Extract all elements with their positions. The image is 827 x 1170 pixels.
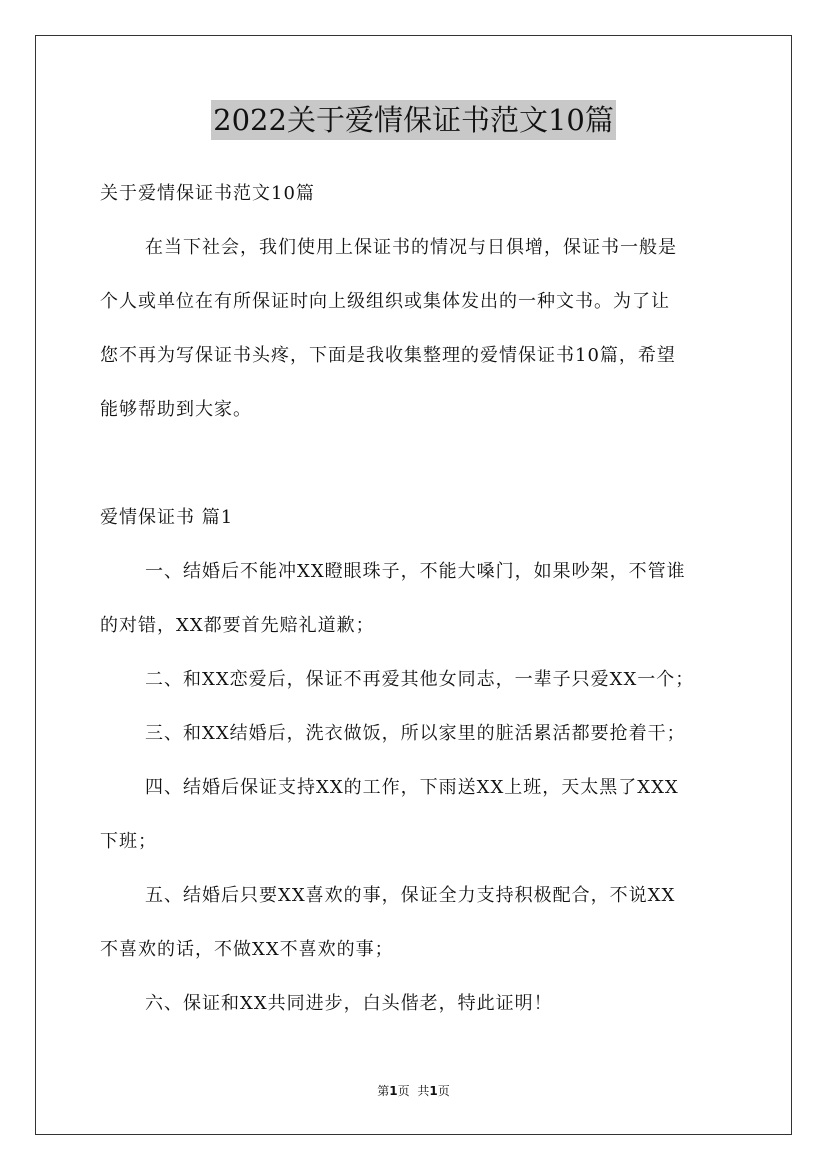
footer-page-number: 1 bbox=[389, 1084, 398, 1098]
footer-page-prefix: 第 bbox=[377, 1084, 390, 1098]
body-line: 的对错，XX都要首先赔礼道歉； bbox=[100, 615, 375, 636]
body-line: 不喜欢的话，不做XX不喜欢的事； bbox=[100, 939, 394, 960]
body-line: 五、结婚后只要XX喜欢的事，保证全力支持积极配合，不说XX bbox=[145, 885, 676, 906]
body-line: 下班； bbox=[100, 831, 157, 852]
document-subtitle: 关于爱情保证书范文10篇 bbox=[100, 183, 315, 204]
body-line: 一、结婚后不能冲XX瞪眼珠子，不能大嗓门，如果吵架，不管谁 bbox=[145, 561, 686, 582]
body-line: 三、和XX结婚后，洗衣做饭，所以家里的脏活累活都要抢着干； bbox=[145, 723, 686, 744]
body-line: 二、和XX恋爱后，保证不再爱其他女同志，一辈子只爱XX一个； bbox=[145, 669, 695, 690]
intro-line: 您不再为写保证书头疼，下面是我收集整理的爱情保证书10篇，希望 bbox=[100, 345, 676, 366]
footer-total-suffix: 页 bbox=[437, 1084, 450, 1098]
footer-total-number: 1 bbox=[429, 1084, 438, 1098]
intro-line: 个人或单位在有所保证时向上级组织或集体发出的一种文书。为了让 bbox=[100, 291, 670, 312]
page-footer bbox=[0, 1083, 827, 1099]
title-container bbox=[0, 100, 827, 140]
footer-page-suffix: 页 bbox=[397, 1084, 410, 1098]
footer-total-prefix: 共 bbox=[417, 1084, 430, 1098]
intro-line: 在当下社会，我们使用上保证书的情况与日俱增，保证书一般是 bbox=[145, 237, 677, 258]
document-title: 2022关于爱情保证书范文10篇 bbox=[211, 100, 616, 140]
body-line: 六、保证和XX共同进步，白头偕老，特此证明！ bbox=[145, 993, 553, 1014]
intro-line: 能够帮助到大家。 bbox=[100, 399, 252, 420]
section-heading: 爱情保证书 篇1 bbox=[100, 507, 234, 528]
body-line: 四、结婚后保证支持XX的工作，下雨送XX上班，天太黑了XXX bbox=[145, 777, 679, 798]
